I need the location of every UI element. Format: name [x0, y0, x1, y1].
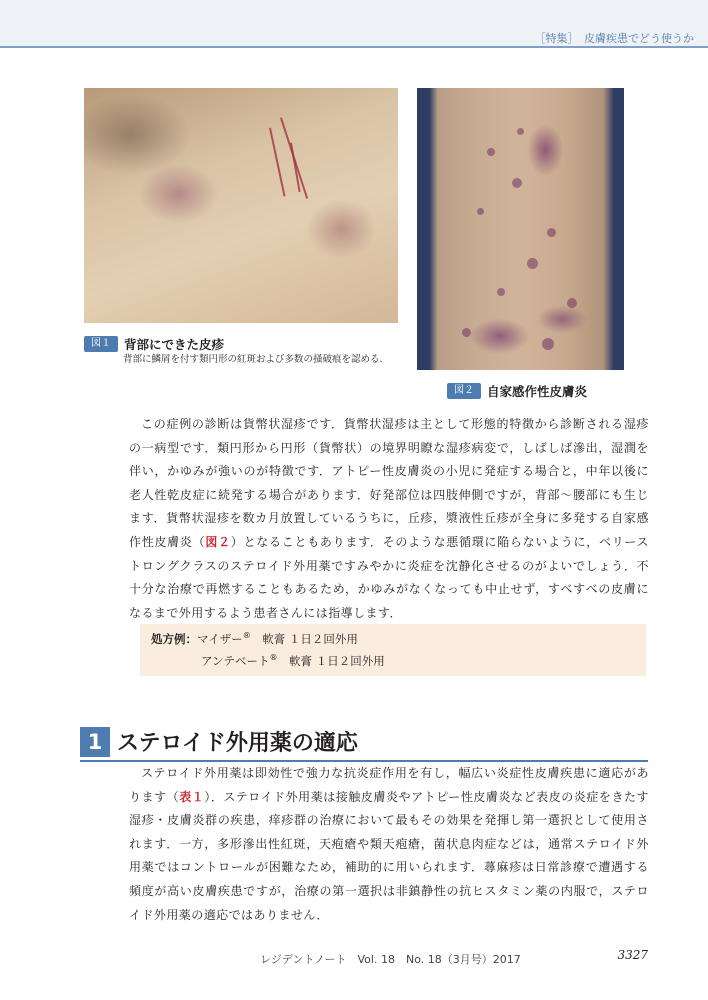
- section-title: ステロイド外用薬の適応: [117, 731, 358, 756]
- figure-1-caption: 背部に鱗屑を付す類円形の紅斑および多数の掻破痕を認める．: [123, 354, 390, 365]
- page-number: 3327: [617, 948, 648, 962]
- paragraph-2-text-b: ）．ステロイド外用薬は接触皮膚炎やアトピー性皮膚炎など表皮の炎症をきたす湿疹・皮膚炎群の疾患，痒疹群の治療において最もその効果を発揮し第一選択として使用されます．一方，多形滲出性紅斑，天疱瘡や類天疱瘡，菌状息肉症などは，通常ステロイド外用薬ではコントロールが困難なため，補助的に用いられます．蕁麻疹は日常診療で遭遇する頻度が高い皮膚疾患ですが，治療の第一選択は非鎮静性の抗ヒスタミン薬の内服で，ステロイド外用薬の適応ではありません．: [129, 789, 649, 922]
- registered-mark: ®: [269, 653, 278, 663]
- table-1-reference: 表１: [179, 789, 205, 804]
- lesion-spot: [517, 128, 524, 135]
- lesion-spot: [477, 208, 484, 215]
- figure-1-title: 背部にできた皮疹: [124, 337, 225, 352]
- scratch-mark: [269, 128, 286, 197]
- figure-2-reference: 図２: [205, 534, 231, 549]
- figure-2-photo: [417, 88, 624, 370]
- drug-2-detail: 軟膏 １日２回外用: [277, 654, 385, 668]
- body-paragraph-1: [129, 413, 649, 625]
- lesion-spot: [497, 288, 505, 296]
- lesion-spot: [527, 258, 538, 269]
- paragraph-1-text-a: この症例の診断は貨幣状湿疹です．貨幣状湿疹は主として形態的特徴から診断される湿疹の一病型です．類円形から円形（貨幣状）の境界明瞭な湿疹病変で，しばしば滲出，湿潤を伴い，かゆみが強いのが特徴です．アトピー性皮膚炎の小児に発症する場合と，中年以後に老人性乾皮症に続発する場合があります．好発部位は四肢伸側ですが，背部～腰部にも生じます．貨幣状湿疹を数カ月放置しているうちに，丘疹，漿液性丘疹が全身に多発する自家感作性皮膚炎（: [129, 417, 649, 549]
- lesion-spot: [547, 228, 556, 237]
- figure-2-title: 自家感作性皮膚炎: [487, 384, 588, 399]
- header-divider: [0, 46, 708, 48]
- figure-1-badge: 図１: [84, 336, 118, 352]
- lesion-spot: [542, 338, 554, 350]
- drug-1-name: マイザー: [197, 632, 243, 646]
- paragraph-1-text-b: ）となることもあります．そのような悪循環に陥らないように，ベリーストロングクラスのステロイド外用薬ですみやかに炎症を沈静化させるのがよいでしょう．不十分な治療で再燃することもあるため，かゆみがなくなっても中止せず，すべすべの皮膚になるまで外用するよう患者さんには指導します．: [129, 534, 650, 620]
- running-header: ［特集］ 皮膚疾患でどう使うか: [534, 32, 694, 45]
- drug-2-name: アンテベート: [201, 654, 270, 668]
- scratch-mark: [290, 143, 301, 193]
- lesion-spot: [567, 298, 577, 308]
- figure-2-badge: 図２: [447, 383, 481, 399]
- prescription-label: 処方例：: [151, 632, 197, 646]
- prescription-line-2: [201, 653, 385, 669]
- figure-1-photo: [84, 88, 398, 323]
- drug-1-detail: 軟膏 １日２回外用: [250, 632, 358, 646]
- lesion-spot: [512, 178, 522, 188]
- paragraph-2-text-a: ステロイド外用薬は即効性で強力な抗炎症作用を有し，幅広い炎症性皮膚疾患に適応があります（: [129, 766, 649, 804]
- lesion-spot: [487, 148, 495, 156]
- prescription-line-1: [151, 631, 358, 647]
- lesion-spot: [462, 328, 471, 337]
- registered-mark: ®: [242, 631, 251, 641]
- prescription-box: [140, 624, 646, 676]
- body-paragraph-2: [129, 762, 649, 927]
- journal-footer: レジデントノート Vol. 18 No. 18（3月号）2017: [260, 953, 521, 966]
- figure-2-label: [447, 382, 587, 400]
- section-number: 1: [80, 727, 110, 757]
